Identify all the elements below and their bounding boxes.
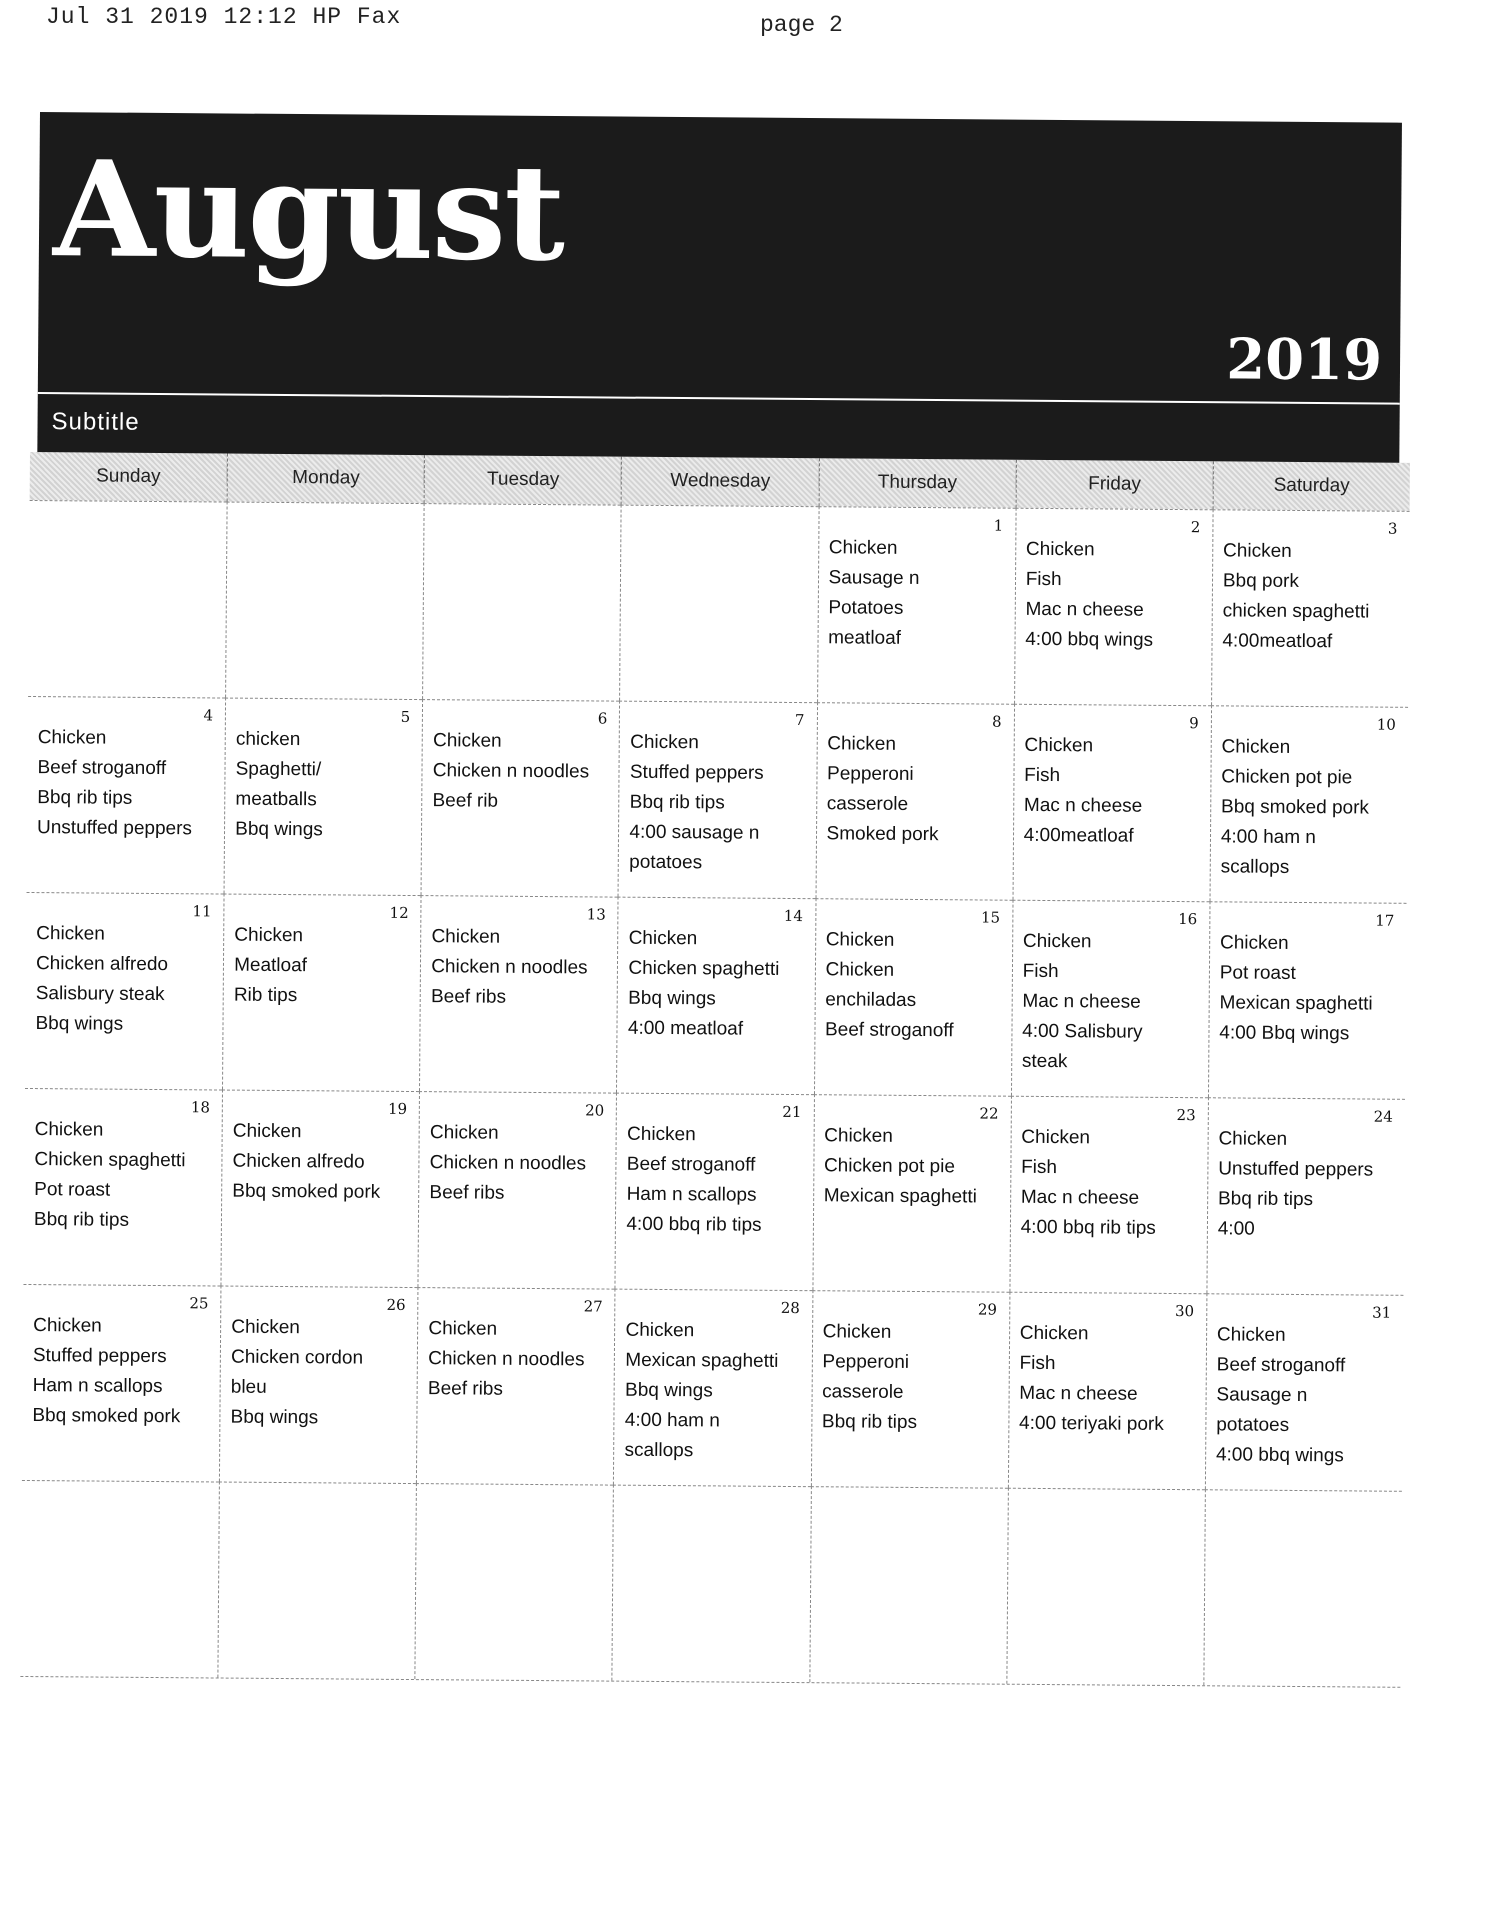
meal-item: Mexican spaghetti (625, 1349, 779, 1372)
day-number: 22 (979, 1104, 999, 1123)
meal-item: 4:00 meatloaf (627, 1017, 744, 1040)
meal-item: Chicken (825, 929, 895, 951)
meal-item: Unstuffed peppers (36, 817, 193, 840)
meal-list (824, 1121, 1005, 1212)
meal-item: chicken (235, 728, 301, 751)
meal-item: Bbq wings (624, 1379, 713, 1402)
meal-item: 4:00 ham n (624, 1409, 720, 1432)
meal-item: Mac n cheese (1020, 1186, 1140, 1209)
meal-item: Beef rib (432, 790, 499, 812)
day-number: 20 (585, 1101, 605, 1120)
meal-item: 4:00 Salisbury (1022, 1020, 1143, 1043)
meal-item: Rib tips (233, 984, 298, 1007)
meal-item: Beef stroganoff (37, 757, 167, 780)
meal-list (235, 725, 416, 846)
day-cell-11 (25, 892, 224, 1090)
meal-item: Bbq rib tips (821, 1411, 918, 1433)
meal-item: meatballs (235, 788, 317, 811)
meal-item: Chicken (428, 1318, 498, 1340)
meal-item: Mac n cheese (1019, 1382, 1138, 1405)
meal-item: Fish (1022, 960, 1059, 983)
meal-item: Beef ribs (429, 1182, 505, 1204)
empty-day-cell (225, 502, 424, 700)
meal-item: Chicken (828, 537, 898, 559)
meal-item: Chicken (231, 1316, 301, 1339)
meal-item: Bbq smoked pork (1221, 796, 1370, 819)
meal-item: Chicken (628, 927, 698, 950)
day-cell-31 (1205, 1293, 1404, 1491)
day-number: 23 (1176, 1106, 1196, 1125)
empty-day-cell (28, 500, 227, 698)
meal-item: Chicken n noodles (429, 1152, 587, 1175)
day-number: 12 (389, 903, 409, 922)
meal-item: Mac n cheese (1023, 794, 1143, 817)
meal-item: Mexican spaghetti (823, 1185, 977, 1208)
meal-list (1219, 928, 1400, 1049)
meal-item: Unstuffed peppers (1218, 1158, 1374, 1181)
meal-item: Chicken (232, 1120, 302, 1143)
day-cell-15 (814, 898, 1013, 1096)
meal-item: casserole (826, 793, 909, 815)
empty-day-cell (1006, 1488, 1205, 1686)
meal-item: Beef ribs (430, 986, 507, 1008)
meal-item: Spaghetti/ (235, 758, 322, 781)
day-number: 2 (1190, 518, 1201, 537)
meal-list (34, 1115, 216, 1236)
day-number: 25 (189, 1294, 209, 1313)
meal-list (626, 1120, 807, 1241)
meal-item: Bbq rib tips (629, 791, 725, 814)
day-cell-2 (1014, 508, 1213, 706)
meal-item: 4:00 sausage n (629, 821, 760, 844)
meal-item: Chicken (1022, 930, 1092, 953)
meal-list (1221, 732, 1402, 883)
meal-item: Chicken (34, 1119, 104, 1141)
empty-day-cell (218, 1482, 417, 1680)
meal-list (234, 921, 415, 1012)
day-cell-29 (810, 1290, 1009, 1488)
meal-item: Bbq rib tips (1217, 1188, 1314, 1211)
day-number: 1 (993, 516, 1004, 535)
day-number: 26 (386, 1295, 406, 1314)
meal-item: 4:00 bbq wings (1215, 1444, 1344, 1467)
meal-list (37, 723, 219, 844)
meal-item: casserole (822, 1381, 904, 1403)
day-cell-1 (817, 506, 1016, 704)
meal-item: potatoes (629, 851, 703, 874)
day-number: 8 (991, 712, 1002, 731)
meal-list (1025, 535, 1206, 656)
day-number: 14 (783, 906, 804, 926)
day-number: 7 (794, 711, 805, 730)
weekday-header-wednesday: Wednesday (621, 457, 819, 507)
meal-list (1022, 927, 1203, 1078)
meal-list (825, 925, 1006, 1046)
meal-item: Mac n cheese (1025, 598, 1144, 621)
meal-item: Chicken (626, 1123, 696, 1146)
weekday-header-monday: Monday (227, 454, 425, 504)
meal-item: enchiladas (825, 989, 917, 1011)
day-cell-17 (1208, 901, 1407, 1099)
meal-item: Bbq wings (35, 1013, 124, 1035)
meal-item: Chicken (429, 1122, 499, 1144)
meal-item: Chicken (1024, 734, 1094, 757)
meal-item: Chicken n noodles (431, 956, 588, 979)
day-cell-5 (224, 698, 423, 896)
day-number: 15 (980, 908, 1001, 927)
meal-item: Beef stroganoff (626, 1153, 756, 1176)
year-title: 2019 (1225, 326, 1383, 394)
meal-item: Chicken (825, 959, 895, 981)
meal-item: Sausage n (1216, 1384, 1308, 1407)
meal-item: Chicken (33, 1315, 102, 1337)
day-number: 21 (782, 1102, 802, 1122)
day-cell-7 (618, 701, 817, 899)
day-cell-13 (419, 895, 618, 1093)
meal-item: Sausage n (828, 567, 920, 589)
meal-item: Chicken (1021, 1126, 1091, 1149)
day-cell-12 (222, 894, 421, 1092)
meal-list (629, 728, 810, 879)
meal-item: Chicken (1218, 1128, 1288, 1150)
meal-list (1019, 1319, 1200, 1440)
meal-item: steak (1021, 1050, 1068, 1073)
meal-item: potatoes (1216, 1414, 1290, 1436)
meal-item: Bbq wings (628, 987, 716, 1010)
calendar-grid-container (20, 452, 1410, 1688)
day-number: 4 (203, 706, 214, 725)
weekday-header-saturday: Saturday (1212, 461, 1410, 511)
meal-list (828, 533, 1009, 654)
meal-item: 4:00meatloaf (1023, 824, 1134, 847)
meal-item: Chicken (36, 923, 105, 945)
meal-list (429, 1118, 610, 1209)
meal-item: Fish (1024, 764, 1061, 787)
empty-day-cell (619, 505, 818, 703)
meal-list (230, 1313, 411, 1434)
meal-item: Chicken cordon (230, 1346, 364, 1369)
meal-item: meatloaf (828, 627, 902, 649)
meal-item: 4:00 Bbq wings (1219, 1022, 1350, 1045)
day-cell-8 (815, 702, 1014, 900)
calendar-grid (20, 500, 1409, 1688)
meal-item: Chicken (625, 1319, 695, 1342)
day-cell-22 (812, 1094, 1011, 1292)
day-number: 19 (387, 1099, 408, 1118)
day-number: 24 (1373, 1107, 1393, 1126)
meal-item: Mac n cheese (1022, 990, 1141, 1013)
meal-item: 4:00 bbq wings (1025, 628, 1154, 651)
meal-item: 4:00 bbq rib tips (1020, 1216, 1156, 1239)
meal-list (431, 922, 612, 1013)
meal-item: Bbq rib tips (33, 1209, 130, 1231)
meal-item: Chicken (1219, 932, 1289, 954)
meal-item: Chicken (1216, 1324, 1286, 1346)
day-cell-23 (1009, 1096, 1208, 1294)
month-banner (37, 112, 1402, 493)
meal-item: Chicken pot pie (823, 1155, 956, 1178)
meal-item: Chicken (1025, 538, 1095, 561)
meal-item: Chicken alfredo (35, 953, 169, 976)
day-number: 18 (190, 1098, 211, 1117)
meal-list (432, 726, 613, 817)
day-number: 27 (583, 1297, 603, 1316)
meal-item: Bbq wings (230, 1406, 319, 1429)
meal-item: Stuffed peppers (629, 761, 764, 784)
meal-item: scallops (624, 1439, 694, 1462)
meal-list (232, 1117, 413, 1208)
meal-item: Mexican spaghetti (1219, 992, 1373, 1015)
fax-page-number: page 2 (760, 12, 843, 38)
day-number: 28 (780, 1298, 800, 1318)
day-cell-4 (27, 696, 226, 894)
empty-day-cell (1203, 1489, 1402, 1687)
meal-list (1216, 1320, 1397, 1471)
meal-item: Salisbury steak (35, 983, 165, 1006)
meal-item: Pot roast (34, 1179, 111, 1201)
meal-item: Chicken (37, 727, 107, 749)
meal-item: Chicken (1019, 1322, 1089, 1345)
meal-item: Fish (1021, 1156, 1058, 1179)
meal-item: Chicken (630, 731, 699, 754)
meal-item: Chicken pot pie (1221, 766, 1353, 789)
meal-item: Beef stroganoff (824, 1019, 954, 1042)
meal-item: 4:00 bbq rib tips (626, 1213, 762, 1236)
weekday-header-sunday: Sunday (30, 452, 228, 502)
meal-item: Chicken n noodles (432, 760, 590, 783)
day-number: 3 (1387, 519, 1398, 538)
meal-item: Pot roast (1219, 962, 1296, 984)
meal-list (826, 729, 1007, 850)
meal-item: Chicken (432, 730, 502, 752)
day-cell-30 (1008, 1292, 1207, 1490)
weekday-header-tuesday: Tuesday (424, 455, 622, 505)
day-number: 5 (400, 707, 411, 726)
meal-item: Chicken spaghetti (34, 1149, 186, 1172)
day-cell-10 (1209, 705, 1408, 903)
meal-item: Chicken (431, 926, 501, 948)
month-title: August (52, 132, 564, 292)
empty-day-cell (20, 1480, 219, 1678)
day-cell-9 (1012, 704, 1211, 902)
day-cell-18 (23, 1088, 222, 1286)
meal-list (822, 1317, 1003, 1438)
day-cell-21 (615, 1093, 814, 1291)
day-number: 29 (977, 1300, 998, 1319)
meal-item: Chicken alfredo (232, 1150, 365, 1173)
meal-item: Bbq rib tips (37, 787, 133, 809)
day-cell-28 (613, 1289, 812, 1487)
empty-day-cell (415, 1483, 614, 1681)
meal-list (1218, 1124, 1399, 1245)
day-number: 11 (192, 902, 212, 921)
meal-item: Chicken (1221, 736, 1291, 758)
meal-item: Chicken n noodles (428, 1348, 585, 1371)
meal-item: chicken spaghetti (1222, 600, 1370, 623)
day-cell-16 (1011, 900, 1210, 1098)
day-cell-27 (416, 1287, 615, 1485)
day-number: 9 (1189, 714, 1199, 733)
meal-item: 4:00 (1217, 1218, 1255, 1240)
meal-list (35, 919, 217, 1040)
meal-item: Bbq wings (235, 818, 323, 841)
meal-list (1021, 1123, 1202, 1244)
day-number: 16 (1178, 910, 1198, 929)
day-number: 10 (1376, 715, 1396, 734)
day-cell-20 (418, 1091, 617, 1289)
meal-item: Stuffed peppers (32, 1345, 167, 1368)
meal-item: Chicken (827, 733, 897, 755)
meal-list (624, 1316, 805, 1467)
meal-item: Chicken (822, 1321, 892, 1343)
day-number: 31 (1372, 1303, 1392, 1322)
day-cell-19 (221, 1090, 420, 1288)
meal-item: Chicken (824, 1125, 893, 1147)
meal-item: Chicken (234, 924, 304, 947)
subtitle: Subtitle (51, 408, 140, 436)
meal-item: Pepperoni (826, 763, 914, 785)
day-cell-14 (616, 897, 815, 1095)
day-number: 17 (1375, 911, 1395, 930)
day-cell-26 (219, 1286, 418, 1484)
meal-list (1024, 731, 1205, 852)
meal-item: Pepperoni (822, 1351, 910, 1373)
meal-list (1222, 536, 1403, 657)
meal-item: Meatloaf (234, 954, 308, 977)
meal-item: scallops (1220, 856, 1290, 878)
meal-item: Ham n scallops (32, 1375, 163, 1398)
weekday-header-friday: Friday (1015, 460, 1213, 510)
meal-item: Chicken spaghetti (628, 957, 780, 980)
meal-item: 4:00meatloaf (1222, 630, 1333, 653)
day-cell-3 (1211, 509, 1410, 707)
meal-item: Chicken (1223, 540, 1292, 562)
fax-transmission-info: Jul 31 2019 12:12 HP Fax (46, 4, 402, 30)
empty-day-cell (612, 1485, 811, 1683)
meal-item: 4:00 teriyaki pork (1019, 1412, 1164, 1435)
day-number: 6 (597, 709, 608, 728)
meal-list (628, 924, 809, 1045)
meal-item: Bbq pork (1222, 570, 1299, 592)
day-number: 30 (1174, 1302, 1195, 1321)
meal-item: Fish (1025, 568, 1062, 591)
day-cell-24 (1206, 1097, 1405, 1295)
fax-header (0, 4, 1488, 44)
meal-item: Beef ribs (427, 1378, 504, 1400)
meal-item: Beef stroganoff (1216, 1354, 1346, 1377)
banner-divider (38, 392, 1400, 405)
empty-day-cell (422, 503, 621, 701)
day-cell-6 (421, 699, 620, 897)
meal-item: Fish (1019, 1352, 1056, 1375)
meal-list (32, 1311, 214, 1432)
meal-item: Bbq smoked pork (232, 1180, 381, 1203)
meal-list (428, 1314, 609, 1405)
weekday-header-thursday: Thursday (818, 458, 1016, 508)
meal-item: Bbq smoked pork (32, 1405, 181, 1428)
meal-item: Potatoes (828, 597, 904, 619)
meal-item: 4:00 ham n (1220, 826, 1317, 849)
day-cell-25 (22, 1284, 221, 1482)
meal-item: Ham n scallops (626, 1183, 757, 1206)
empty-day-cell (809, 1486, 1008, 1684)
day-number: 13 (586, 905, 606, 924)
meal-item: Smoked pork (826, 823, 939, 846)
meal-item: bleu (230, 1376, 267, 1398)
